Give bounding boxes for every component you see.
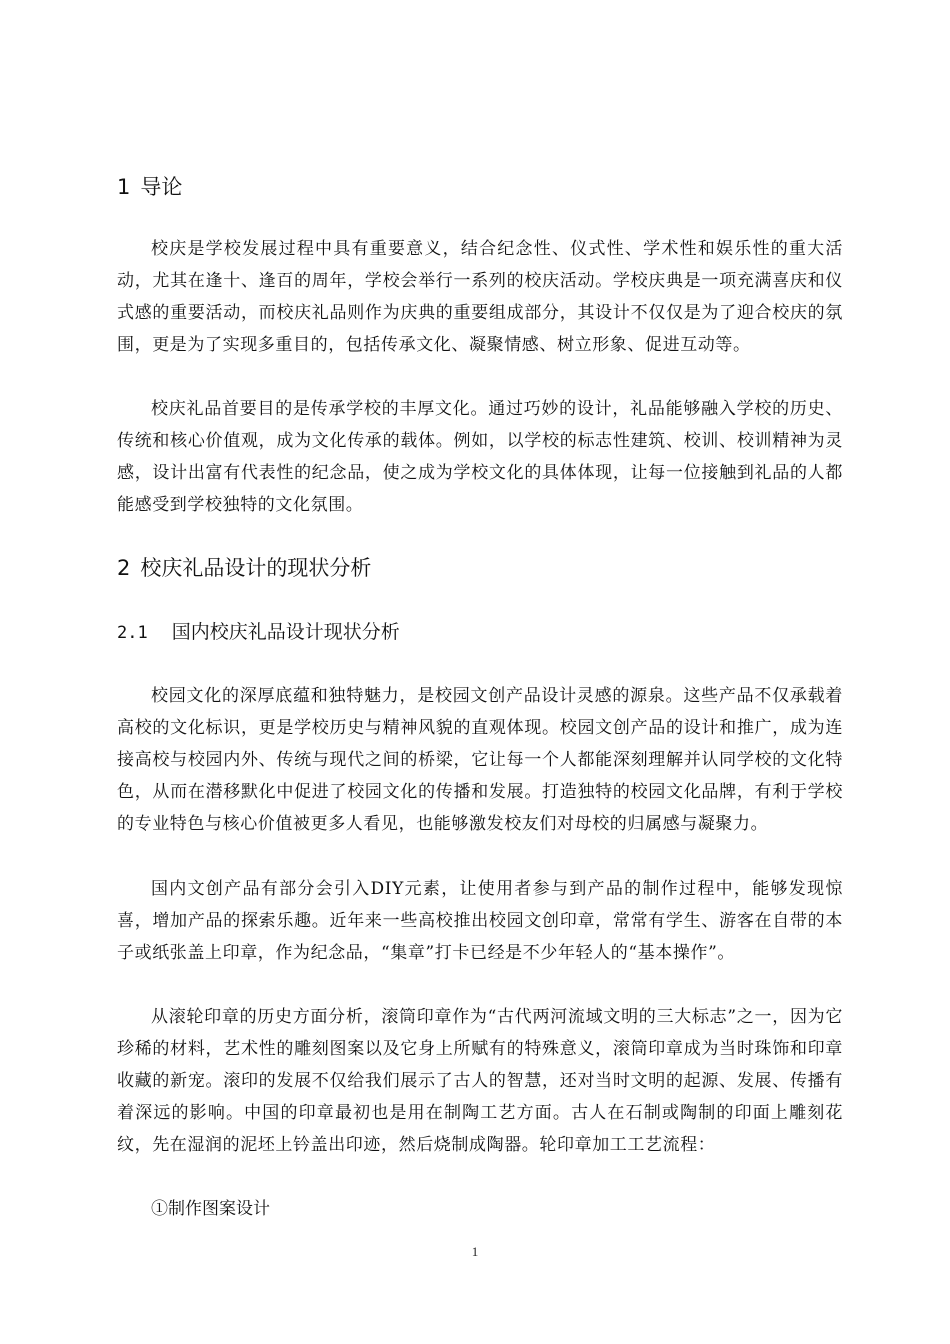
section-1-title: 导论 xyxy=(140,175,183,199)
list-item: ①制作图案设计 xyxy=(151,1199,270,1219)
section-1-number: 1 xyxy=(117,175,131,199)
section-1-heading xyxy=(117,172,182,202)
section-2-number: 2 xyxy=(117,556,131,580)
paragraph: 从滚轮印章的历史方面分析，滚筒印章作为“古代两河流域文明的三大标志”之一，因为它珍稀的材料，艺术性的雕刻图案以及它身上所赋有的特殊意义，滚筒印章成为当时珠饰和印章收藏的新宠。滚印的发展不仅给我们展示了古人的智慧，还对当时文明的起源、发展、传播有着深远的影响。中国的印章最初也是用在制陶工艺方面。古人在石制或陶制的印面上雕刻花纹，先在湿润的泥坯上钤盖出印迹，然后烧制成陶器。轮印章加工工艺流程： xyxy=(117,1007,843,1155)
paragraph: 国内文创产品有部分会引入DIY元素，让使用者参与到产品的制作过程中，能够发现惊喜，增加产品的探索乐趣。近年来一些高校推出校园文创印章，常常有学生、游客在自带的本子或纸张盖上印章，作为纪念品，“集章”打卡已经是不少年轻人的“基本操作”。 xyxy=(117,879,843,963)
subsection-2-1-heading xyxy=(117,618,400,647)
subsection-2-1-title: 国内校庆礼品设计现状分析 xyxy=(171,621,400,643)
section-2-title: 校庆礼品设计的现状分析 xyxy=(140,556,372,580)
paragraph: 校庆礼品首要目的是传承学校的丰厚文化。通过巧妙的设计，礼品能够融入学校的历史、传统和核心价值观，成为文化传承的载体。例如，以学校的标志性建筑、校训、校训精神为灵感，设计出富有代表性的纪念品，使之成为学校文化的具体体现，让每一位接触到礼品的人都能感受到学校独特的文化氛围。 xyxy=(117,399,843,515)
subsection-2-1-number: 2.1 xyxy=(117,623,148,643)
page-number: 1 xyxy=(471,1244,479,1259)
section-2-heading xyxy=(117,553,371,583)
paragraph: 校庆是学校发展过程中具有重要意义，结合纪念性、仪式性、学术性和娱乐性的重大活动，尤其在逢十、逢百的周年，学校会举行一系列的校庆活动。学校庆典是一项充满喜庆和仪式感的重要活动，而校庆礼品则作为庆典的重要组成部分，其设计不仅仅是为了迎合校庆的氛围，更是为了实现多重目的，包括传承文化、凝聚情感、树立形象、促进互动等。 xyxy=(117,239,843,355)
paragraph: 校园文化的深厚底蕴和独特魅力，是校园文创产品设计灵感的源泉。这些产品不仅承载着高校的文化标识，更是学校历史与精神风貌的直观体现。校园文创产品的设计和推广，成为连接高校与校园内外、传统与现代之间的桥梁，它让每一个人都能深刻理解并认同学校的文化特色，从而在潜移默化中促进了校园文化的传播和发展。打造独特的校园文化品牌，有利于学校的专业特色与核心价值被更多人看见，也能够激发校友们对母校的归属感与凝聚力。 xyxy=(117,686,843,834)
